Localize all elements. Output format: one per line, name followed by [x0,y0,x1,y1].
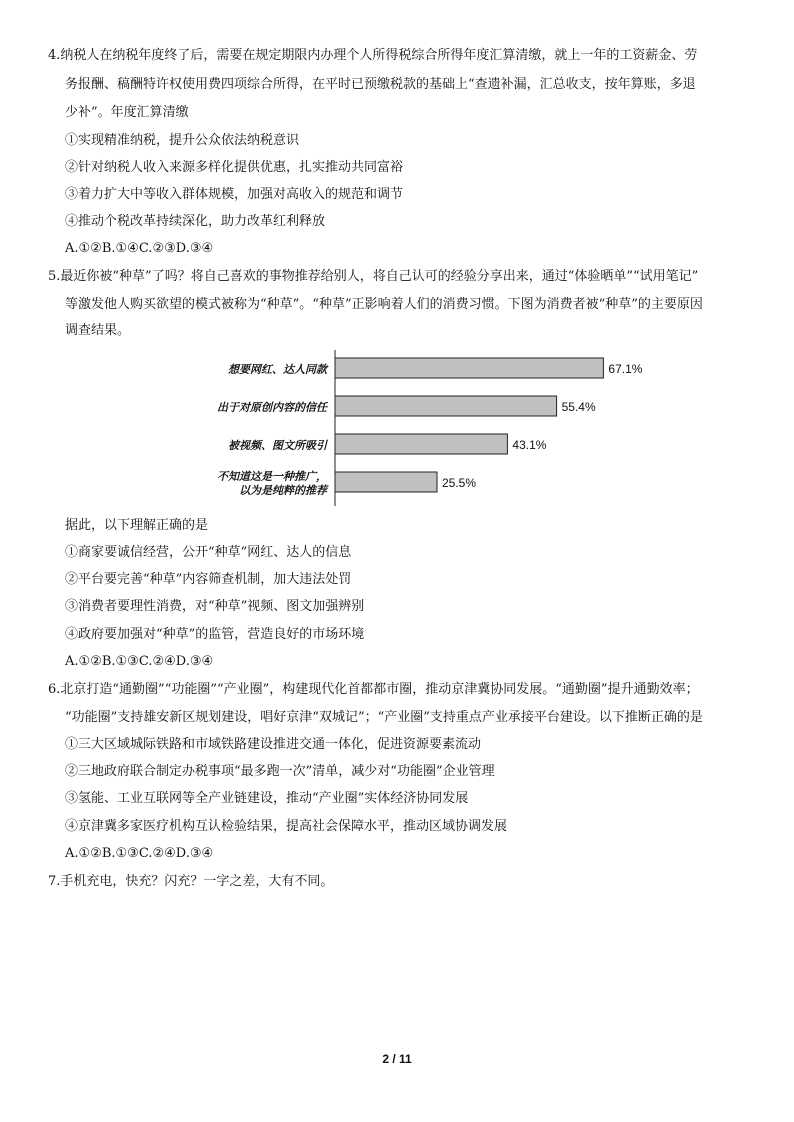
q5-stem-line-3: 调查结果。 [65,323,131,338]
bar-value-label-3: 43.1% [512,438,547,452]
category-label-2: 出于对原创内容的信任 [217,401,327,414]
q5-options: A.①②B.①③C.②④D.③④ [65,654,214,669]
q4-stem-line-3: 少补”。年度汇算清缴 [65,105,189,120]
bar-2 [335,396,557,416]
q5-item-2: ②平台要完善“种草”内容筛查机制，加大违法处罚 [65,572,352,587]
bar-value-label-4: 25.5% [442,476,477,490]
q5-lead: 据此，以下理解正确的是 [65,518,209,533]
q5-item-3: ③消费者要理性消费，对“种草”视频、图文加强辨别 [65,599,365,614]
q5-item-4: ④政府要加强对“种草”的监管，营造良好的市场环境 [65,627,365,642]
q5-stem-line-2: 等激发他人购买欲望的模式被称为“种草”。“种草”正影响着人们的消费习惯。下图为消费者被“种草”的主要原因 [65,297,703,312]
q4-stem-line-1: 4.纳税人在纳税年度终了后，需要在规定期限内办理个人所得税综合所得年度汇算清缴，就上一年的工资薪金、劳 [48,48,698,63]
q7-stem-line-1: 7.手机充电，快充？闪充？一字之差，大有不同。 [48,874,334,889]
q4-item-2: ②针对纳税人收入来源多样化提供优惠，扎实推动共同富裕 [65,160,404,175]
category-label-4-line-2: 以为是纯粹的推荐 [239,484,327,497]
category-label-3: 被视频、图文所吸引 [228,439,327,452]
q4-stem-line-2: 务报酬、稿酬特许权使用费四项综合所得，在平时已预缴税款的基础上“查遗补漏，汇总收支，按年算账，多退 [65,77,696,92]
bar-1 [335,358,603,378]
bar-value-label-1: 67.1% [608,362,643,376]
q4-options: A.①②B.①④C.②③D.③④ [65,241,214,256]
category-label-1: 想要网红、达人同款 [228,363,327,376]
q5-stem-line-1: 5.最近你被“种草”了吗？将自己喜欢的事物推荐给别人，将自己认可的经验分享出来，通过“体验晒单”“试用笔记” [48,269,699,284]
q5-item-1: ①商家要诚信经营，公开“种草”网红、达人的信息 [65,545,352,560]
q6-stem-line-1: 6.北京打造“通勤圈”“功能圈”“产业圈”，构建现代化首都都市圈，推动京津冀协同发展。“通勤圈”提升通勤效率； [48,682,699,697]
q6-item-1: ①三大区域城际铁路和市域铁路建设推进交通一体化，促进资源要素流动 [65,737,482,752]
bar-4 [335,472,437,492]
bar-3 [335,434,507,454]
q6-item-3: ③氢能、工业互联网等全产业链建设，推动“产业圈”实体经济协同发展 [65,791,469,806]
q4-item-3: ③着力扩大中等收入群体规模，加强对高收入的规范和调节 [65,187,404,202]
category-label-4-line-1: 不知道这是一种推广， [217,470,327,483]
q6-stem-line-2: “功能圈”支持雄安新区规划建设，唱好京津“双城记”；“产业圈”支持重点产业承接平台建设。以下推断正确的是 [65,710,703,725]
consumer-survey-bar-chart [196,350,643,508]
q4-item-4: ④推动个税改革持续深化，助力改革红利释放 [65,214,326,229]
q6-item-2: ②三地政府联合制定办税事项“最多跑一次”清单，减少对“功能圈”企业管理 [65,764,495,779]
q4-item-1: ①实现精准纳税，提升公众依法纳税意识 [65,133,300,148]
page-number: 2 / 11 [382,1052,412,1066]
q6-item-4: ④京津冀多家医疗机构互认检验结果，提高社会保障水平，推动区域协调发展 [65,819,508,834]
q6-options: A.①②B.①③C.②④D.③④ [65,846,214,861]
bar-value-label-2: 55.4% [561,400,596,414]
